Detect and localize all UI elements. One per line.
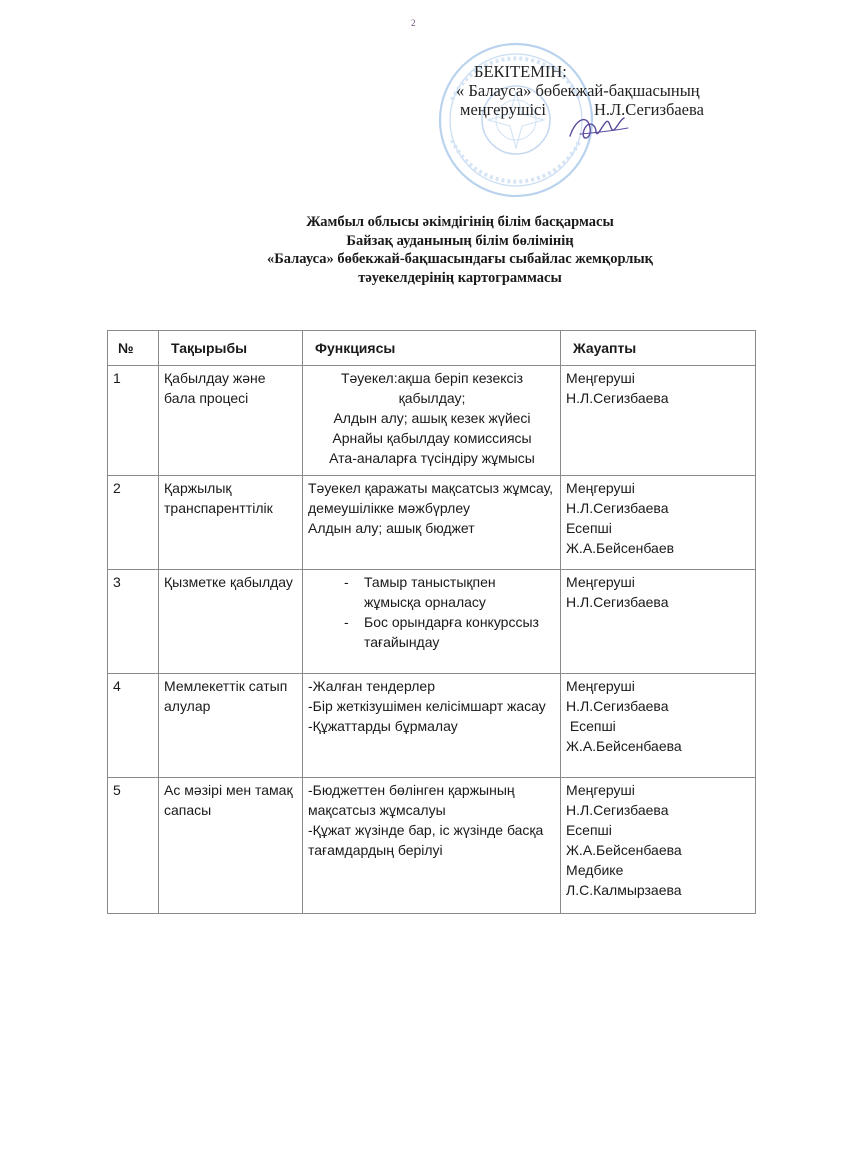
- function-line: Арнайы қабылдау комиссиясы: [332, 430, 532, 446]
- heading-line-1: Жамбыл облысы әкімдігінің білім басқармасы: [306, 214, 614, 230]
- table-row: [108, 476, 756, 570]
- function-bullet: - Тамыр таныстықпен жұмысқа орналасу: [344, 572, 556, 612]
- responsible-line: Н.Л.Сегизбаева: [566, 594, 669, 610]
- row-responsible: [561, 674, 756, 778]
- function-line: Тәуекел:ақша беріп кезексіз қабылдау;: [340, 370, 524, 406]
- approval-name: Н.Л.Сегизбаева: [593, 100, 704, 119]
- function-line: -Құжат жүзінде бар, іс жүзінде басқа тағамдардың берілуі: [308, 822, 544, 858]
- header-responsible: Жауапты: [561, 331, 756, 366]
- row-number: 5: [108, 778, 159, 914]
- table-row: [108, 570, 756, 674]
- row-function: [303, 570, 561, 674]
- heading-line-2: Байзақ ауданының білім бөлімінің: [346, 232, 574, 249]
- responsible-line: Ж.А.Бейсенбаев: [566, 540, 675, 556]
- approval-organization: « Балауса» бөбекжай-бақшасының: [456, 81, 700, 100]
- row-function: [303, 778, 561, 914]
- table-row: [108, 366, 756, 476]
- responsible-line: Есепші: [566, 718, 616, 734]
- function-line: Алдын алу; ашық кезек жүйесі: [333, 410, 531, 426]
- table-row: [108, 778, 756, 914]
- responsible-line: Медбике: [566, 862, 624, 878]
- function-line: Тәуекел қаражаты мақсатсыз жұмсау, демеушілікке мәжбүрлеу: [308, 480, 554, 516]
- header-topic: Тақырыбы: [159, 331, 303, 366]
- function-line: -Жалған тендерлер: [308, 678, 435, 694]
- row-topic: Қабылдау және бала процесі: [159, 366, 303, 476]
- row-number: 3: [108, 570, 159, 674]
- row-responsible: [561, 476, 756, 570]
- row-topic: Мемлекеттік сатып алулар: [159, 674, 303, 778]
- table-row: [108, 674, 756, 778]
- responsible-line: Н.Л.Сегизбаева: [566, 390, 669, 406]
- row-number: 4: [108, 674, 159, 778]
- responsible-line: Н.Л.Сегизбаева: [566, 802, 669, 818]
- row-function: [303, 476, 561, 570]
- responsible-line: Н.Л.Сегизбаева: [566, 698, 669, 714]
- row-function: [303, 674, 561, 778]
- heading-line-4: тәуекелдерінің картограммасы: [358, 269, 562, 286]
- table-header-row: [108, 331, 756, 366]
- heading-line-3: «Балауса» бөбекжай-бақшасындағы сыбайлас жемқорлық: [266, 251, 654, 267]
- risk-cartogram-table: [107, 330, 756, 914]
- row-responsible: [561, 570, 756, 674]
- row-topic: Ас мәзірі мен тамақ сапасы: [159, 778, 303, 914]
- row-responsible: [561, 366, 756, 476]
- row-function: [303, 366, 561, 476]
- responsible-line: Меңгеруші: [566, 574, 635, 590]
- responsible-line: Меңгеруші: [566, 370, 635, 386]
- header-function: Функциясы: [303, 331, 561, 366]
- row-responsible: [561, 778, 756, 914]
- row-topic: Қызметке қабылдау: [159, 570, 303, 674]
- row-number: 2: [108, 476, 159, 570]
- responsible-line: Меңгеруші: [566, 782, 635, 798]
- responsible-line: Есепші: [566, 822, 612, 838]
- header-number: №: [108, 331, 159, 366]
- function-line: -Бюджеттен бөлінген қаржының мақсатсыз жұмсалуы: [308, 782, 515, 818]
- handwritten-signature: [566, 106, 632, 150]
- responsible-line: Н.Л.Сегизбаева: [566, 500, 669, 516]
- approval-role: меңгерушісі: [460, 100, 546, 119]
- responsible-line: Л.С.Калмырзаева: [566, 882, 682, 898]
- page-number: 2: [411, 18, 416, 28]
- function-line: Ата-аналарға түсіндіру жұмысы: [329, 450, 535, 466]
- row-topic: Қаржылық транспаренттілік: [159, 476, 303, 570]
- function-bullet: - Бос орындарға конкурссыз тағайындау: [344, 612, 556, 652]
- row-number: 1: [108, 366, 159, 476]
- responsible-line: Меңгеруші: [566, 480, 635, 496]
- approval-title: БЕКІТЕМІН:: [474, 62, 567, 81]
- function-bullet-list: [308, 572, 556, 652]
- function-line: -Құжаттарды бұрмалау: [308, 718, 458, 734]
- document-heading: [150, 213, 770, 287]
- responsible-line: Меңгеруші: [566, 678, 635, 694]
- responsible-line: Есепші: [566, 520, 612, 536]
- function-line: -Бір жеткізушімен келісімшарт жасау: [308, 698, 546, 714]
- responsible-line: Ж.А.Бейсенбаева: [566, 738, 682, 754]
- responsible-line: Ж.А.Бейсенбаева: [566, 842, 682, 858]
- function-line: Алдын алу; ашық бюджет: [308, 520, 475, 536]
